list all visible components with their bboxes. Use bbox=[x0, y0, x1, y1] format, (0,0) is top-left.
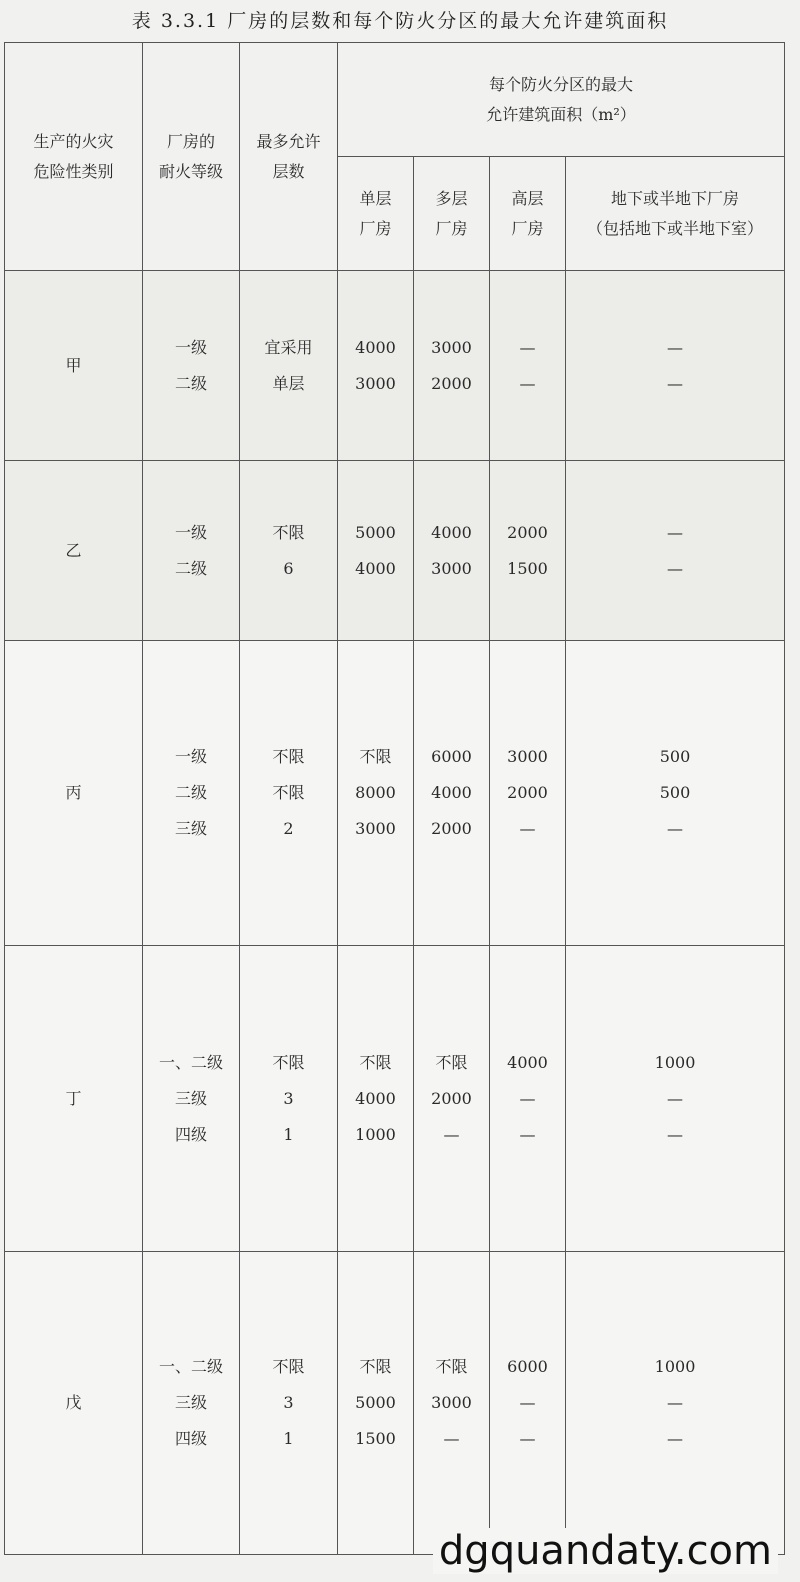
header-high-rise: 高层 厂房 bbox=[490, 157, 566, 271]
floors-cell: 不限 6 bbox=[240, 461, 338, 641]
high-rise-cell: — — bbox=[490, 271, 566, 461]
multi-storey-cell: 6000 4000 2000 bbox=[414, 641, 490, 946]
single-storey-cell: 不限 8000 3000 bbox=[338, 641, 414, 946]
header-single-storey: 单层 厂房 bbox=[338, 157, 414, 271]
grade-cell: 一级 二级 bbox=[143, 461, 240, 641]
table-row bbox=[5, 461, 785, 641]
underground-cell: — — bbox=[566, 271, 785, 461]
floors-cell: 不限 3 1 bbox=[240, 1252, 338, 1555]
table-row bbox=[5, 946, 785, 1252]
grade-cell: 一、二级 三级 四级 bbox=[143, 1252, 240, 1555]
table-row bbox=[5, 641, 785, 946]
grade-cell: 一、二级 三级 四级 bbox=[143, 946, 240, 1252]
underground-cell: — — bbox=[566, 461, 785, 641]
header-hazard-category: 生产的火灾 危险性类别 bbox=[5, 43, 143, 271]
single-storey-cell: 5000 4000 bbox=[338, 461, 414, 641]
floors-cell: 不限 3 1 bbox=[240, 946, 338, 1252]
hazard-category-cell: 丙 bbox=[5, 641, 143, 946]
watermark: dgquandaty.com bbox=[433, 1528, 778, 1574]
header-max-floors: 最多允许 层数 bbox=[240, 43, 338, 271]
header-max-area-group: 每个防火分区的最大 允许建筑面积（m²） bbox=[338, 43, 785, 157]
table-row bbox=[5, 1252, 785, 1555]
hazard-category-cell: 乙 bbox=[5, 461, 143, 641]
header-fire-resistance-grade: 厂房的 耐火等级 bbox=[143, 43, 240, 271]
high-rise-cell: 4000 — — bbox=[490, 946, 566, 1252]
single-storey-cell: 4000 3000 bbox=[338, 271, 414, 461]
table-row bbox=[5, 271, 785, 461]
table-title: 表 3.3.1 厂房的层数和每个防火分区的最大允许建筑面积 bbox=[131, 10, 669, 32]
multi-storey-cell: 4000 3000 bbox=[414, 461, 490, 641]
hazard-category-cell: 甲 bbox=[5, 271, 143, 461]
underground-cell: 1000 — — bbox=[566, 946, 785, 1252]
hazard-category-cell: 戊 bbox=[5, 1252, 143, 1555]
single-storey-cell: 不限 5000 1500 bbox=[338, 1252, 414, 1555]
multi-storey-cell: 不限 2000 — bbox=[414, 946, 490, 1252]
single-storey-cell: 不限 4000 1000 bbox=[338, 946, 414, 1252]
high-rise-cell: 6000 — — bbox=[490, 1252, 566, 1555]
header-underground: 地下或半地下厂房 （包括地下或半地下室） bbox=[566, 157, 785, 271]
floors-cell: 宜采用 单层 bbox=[240, 271, 338, 461]
high-rise-cell: 2000 1500 bbox=[490, 461, 566, 641]
multi-storey-cell: 3000 2000 bbox=[414, 271, 490, 461]
multi-storey-cell: 不限 3000 — bbox=[414, 1252, 490, 1555]
underground-cell: 500 500 — bbox=[566, 641, 785, 946]
grade-cell: 一级 二级 三级 bbox=[143, 641, 240, 946]
header-multi-storey: 多层 厂房 bbox=[414, 157, 490, 271]
underground-cell: 1000 — — bbox=[566, 1252, 785, 1555]
hazard-category-cell: 丁 bbox=[5, 946, 143, 1252]
grade-cell: 一级 二级 bbox=[143, 271, 240, 461]
fire-compartment-table bbox=[4, 42, 785, 1555]
high-rise-cell: 3000 2000 — bbox=[490, 641, 566, 946]
floors-cell: 不限 不限 2 bbox=[240, 641, 338, 946]
